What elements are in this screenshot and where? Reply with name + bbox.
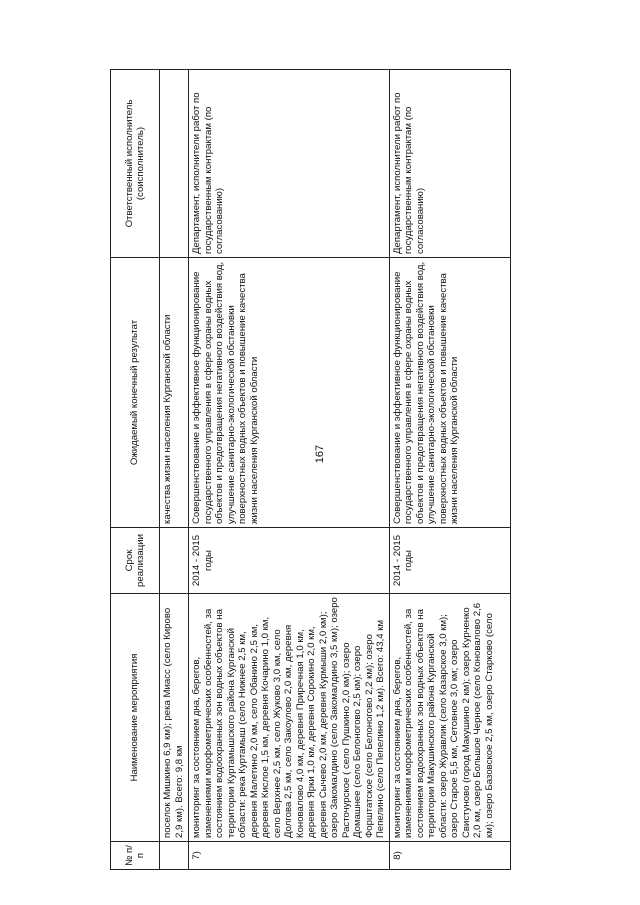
cell-name: мониторинг за состоянием дна, берегов, изменениями морфометрических особенностей, за состоянием водоохранных зон водных объектов на территории Куртамышского района Курганской области: река Куртамыш (село Нижнее 2,5 км, деревня Малетино 2,0 км, село Обанино 2,5 км, деревня Кислое 1,5 км, деревня Кочарино 1,0 км, село Верхнее 2,5 км, село Жуково 3,0 км, село Долгова 2,5 км, село Закоулово 2,0 км, деревня Коновалово 4,0 км, деревня Приречная 1,0 км, деревня Ярки 1,0 км, деревня Сорокино 2,0 км, деревня Сычево 2,0 км, деревня Курмыши 2,0 км); озеро Закомалдино (село Закомалдино 3,5 км); озеро Расточурское ( село Пушкино 2,0 км); озеро Домашнее (село Белоногово 2,5 км); озеро Форштатское (село Белоногово 2,2 км); озеро Пепелино (село Пепелино 1,2 км). Всего: 43,4 км — [189, 594, 390, 842]
cell-executor — [160, 70, 189, 258]
header-name: Наименование мероприятия — [111, 594, 160, 842]
table-row — [160, 70, 189, 870]
measures-table — [110, 69, 511, 870]
header-term: Срок реализации — [111, 528, 160, 594]
cell-num — [160, 842, 189, 870]
cell-executor: Департамент, исполнители работ по государственным контрактам (по согласованию) — [389, 70, 510, 258]
rotated-table-container — [110, 70, 495, 870]
header-executor: Ответственный исполнитель (соисполнитель) — [111, 70, 160, 258]
cell-num: 7) — [189, 842, 390, 870]
cell-term — [160, 528, 189, 594]
cell-result: качества жизни населения Курганской области — [160, 258, 189, 528]
cell-executor: Департамент, исполнители работ по государственным контрактам (по согласованию) — [189, 70, 390, 258]
cell-name: поселок Мишкино 6,9 км); река Миасс (село Кирово 2,9 км). Всего: 9,8 км — [160, 594, 189, 842]
header-result: Ожидаемый конечный результат — [111, 258, 160, 528]
cell-result: Совершенствование и эффективное функционирование государственного управления в сфере охраны водных объектов и предотвращения негативного воздействия вод, улучшение санитарно-экологической обстановки поверхностных водных объектов и повышение качества жизни населения Курганской области — [389, 258, 510, 528]
cell-num: 8) — [389, 842, 510, 870]
table-row — [189, 70, 390, 870]
table-row — [389, 70, 510, 870]
cell-term: 2014 - 2015 годы — [389, 528, 510, 594]
table-header-row — [111, 70, 160, 870]
header-num: № п/п — [111, 842, 160, 870]
page-number: 167 — [314, 444, 326, 464]
cell-result: Совершенствование и эффективное функционирование государственного управления в сфере охраны водных объектов и предотвращения негативного воздействия вод, улучшение санитарно-экологической обстановки поверхностных водных объектов и повышение качества жизни населения Курганской области — [189, 258, 390, 528]
cell-term: 2014 - 2015 годы — [189, 528, 390, 594]
cell-name: мониторинг за состоянием дна, берегов, изменениями морфометрических особенностей, за состоянием водоохранных зон водных объектов на территории Макушинского района Курганской области: озеро Журавлик (село Казарское 3,0 км); озеро Старое 5,5 км, Сетовное 3,0 км; озеро Свистуново (город Макушино 2 км); озеро Курченко 2,0 км, озеро Большое Черное (село Коновалово 2,6 км); озеро Базовское 2,5 км, озеро Старково (село — [389, 594, 510, 842]
